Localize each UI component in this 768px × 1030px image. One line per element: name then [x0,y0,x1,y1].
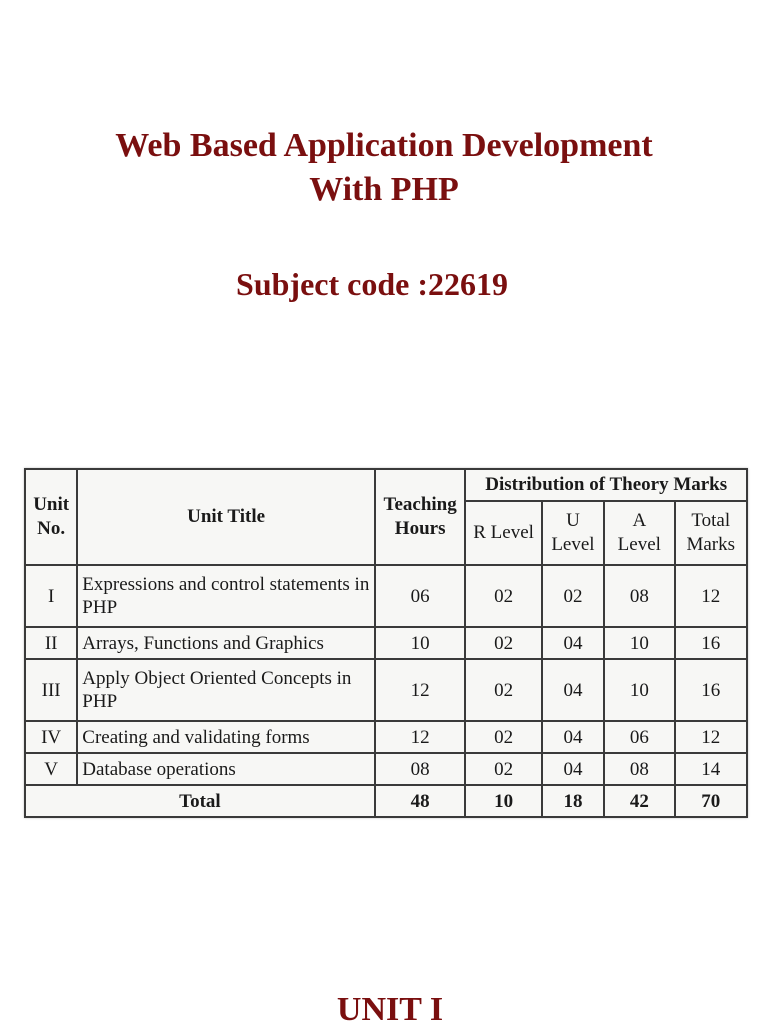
teaching-hours: 08 [375,753,465,785]
r-level-marks: 02 [465,753,541,785]
header-u-level: U Level [542,501,604,565]
unit-title: Apply Object Oriented Concepts in PHP [77,659,375,721]
syllabus-table-image [24,468,748,818]
u-level-marks: 04 [542,753,604,785]
title-line-1: Web Based Application Development [115,127,653,164]
total-marks: 14 [675,753,748,785]
u-level-marks: 02 [542,565,604,627]
u-level-marks: 04 [542,659,604,721]
table-row [25,721,747,753]
total-a-level: 42 [604,785,674,817]
title-line-2: With PHP [309,171,459,208]
teaching-hours: 10 [375,627,465,659]
unit-title: Database operations [77,753,375,785]
unit-number: V [25,753,77,785]
u-level-marks: 04 [542,627,604,659]
header-teaching-hours: Teaching Hours [375,469,465,565]
a-level-marks: 10 [604,627,674,659]
unit-number: IV [25,721,77,753]
table-row [25,753,747,785]
table-total-row [25,785,747,817]
table-row [25,659,747,721]
a-level-marks: 08 [604,753,674,785]
header-a-level: A Level [604,501,674,565]
total-marks: 16 [675,659,748,721]
teaching-hours: 12 [375,721,465,753]
r-level-marks: 02 [465,659,541,721]
header-unit-title: Unit Title [77,469,375,565]
unit-number: I [25,565,77,627]
header-total-marks: Total Marks [675,501,748,565]
total-teaching-hours: 48 [375,785,465,817]
unit-title: Arrays, Functions and Graphics [77,627,375,659]
unit-title: Expressions and control statements in PHP [77,565,375,627]
header-unit-no: Unit No. [25,469,77,565]
u-level-marks: 04 [542,721,604,753]
total-marks: 12 [675,721,748,753]
document-title [0,124,768,212]
teaching-hours: 06 [375,565,465,627]
table-row [25,627,747,659]
r-level-marks: 02 [465,627,541,659]
total-marks: 16 [675,627,748,659]
header-r-level: R Level [465,501,541,565]
r-level-marks: 02 [465,721,541,753]
a-level-marks: 06 [604,721,674,753]
header-distribution: Distribution of Theory Marks [465,469,747,501]
syllabus-table [24,468,748,818]
a-level-marks: 08 [604,565,674,627]
subject-code: Subject code :22619 [236,266,508,302]
unit-title: Creating and validating forms [77,721,375,753]
r-level-marks: 02 [465,565,541,627]
total-label: Total [25,785,375,817]
total-marks: 12 [675,565,748,627]
table-row [25,565,747,627]
a-level-marks: 10 [604,659,674,721]
grand-total-marks: 70 [675,785,748,817]
teaching-hours: 12 [375,659,465,721]
section-heading: UNIT I [336,991,444,1028]
total-u-level: 18 [542,785,604,817]
unit-number: II [25,627,77,659]
total-r-level: 10 [465,785,541,817]
unit-number: III [25,659,77,721]
